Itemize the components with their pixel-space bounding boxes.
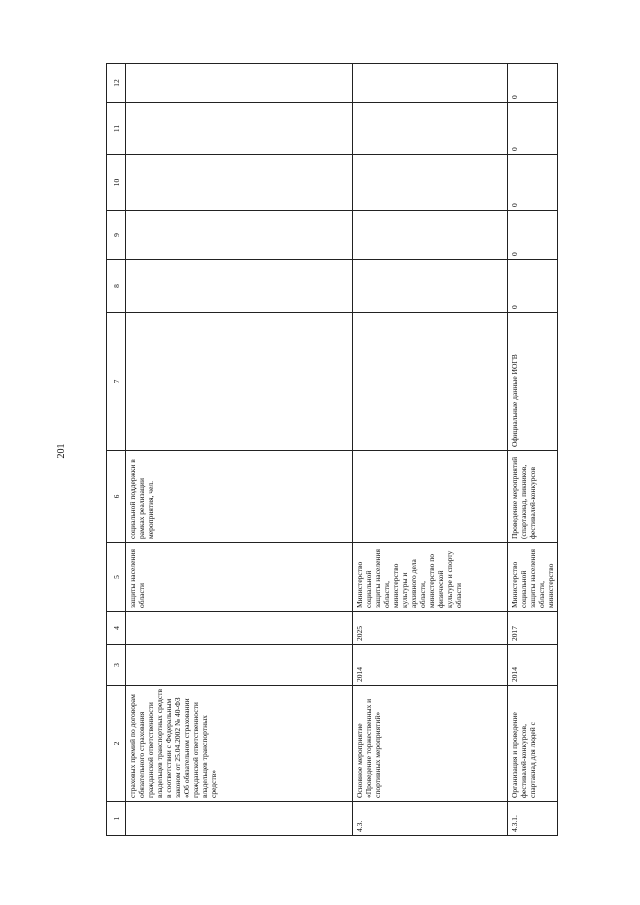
column-header: 5 <box>107 543 126 612</box>
executor-cell: Министерство социальной защиты населения области, министерство <box>508 543 558 612</box>
source-cell <box>353 313 508 451</box>
value-cell <box>126 155 353 211</box>
value-cell: 0 <box>508 260 558 313</box>
source-cell: Официальные данные ИОГВ <box>508 313 558 451</box>
row-number-cell <box>126 802 353 836</box>
table-row <box>126 64 353 836</box>
source-cell <box>126 313 353 451</box>
activity-name-cell: Основное мероприятие «Проведение торжественных и спортивных мероприятий» <box>353 686 508 802</box>
value-cell <box>353 64 508 103</box>
column-header: 8 <box>107 260 126 313</box>
executor-cell: Министерство социальной защиты населения области, министерство культуры и архивного дела области, министерство по физической культуре и спорту области <box>353 543 508 612</box>
table-row <box>508 64 558 836</box>
table-row <box>353 64 508 836</box>
column-header: 11 <box>107 103 126 155</box>
column-header: 1 <box>107 802 126 836</box>
column-header: 7 <box>107 313 126 451</box>
value-cell <box>126 211 353 260</box>
row-number-cell: 4.3. <box>353 802 508 836</box>
column-header: 10 <box>107 155 126 211</box>
column-header: 6 <box>107 451 126 543</box>
value-cell <box>353 103 508 155</box>
start-year-cell <box>126 645 353 686</box>
activity-name-cell: Организация и проведение фестивалей-конкурсов, спартакиад для людей с <box>508 686 558 802</box>
value-cell: 0 <box>508 103 558 155</box>
indicator-cell: социальной поддержки в рамках реализации мероприятия, чел. <box>126 451 353 543</box>
value-cell: 0 <box>508 64 558 103</box>
start-year-cell: 2014 <box>508 645 558 686</box>
value-cell: 0 <box>508 155 558 211</box>
column-number-row <box>107 64 126 836</box>
row-number-cell: 4.3.1. <box>508 802 558 836</box>
column-header: 12 <box>107 64 126 103</box>
page-number: 201 <box>56 443 67 459</box>
activity-name-cell: страховых премий по договорам обязательного страхования гражданской ответственности владельцев транспортных средств в соответствии с Федеральным законом от 25.04.2002 № 40-ФЗ «Об обязательном страховании гражданской ответственности владельцев транспортных средств» <box>126 686 353 802</box>
end-year-cell: 2025 <box>353 612 508 645</box>
value-cell <box>126 260 353 313</box>
end-year-cell: 2017 <box>508 612 558 645</box>
value-cell <box>126 103 353 155</box>
value-cell <box>353 155 508 211</box>
value-cell <box>353 260 508 313</box>
data-table <box>106 63 558 836</box>
column-header: 4 <box>107 612 126 645</box>
value-cell <box>126 64 353 103</box>
column-header: 2 <box>107 686 126 802</box>
value-cell: 0 <box>508 211 558 260</box>
indicator-cell <box>353 451 508 543</box>
column-header: 9 <box>107 211 126 260</box>
rotated-table-container <box>106 64 555 836</box>
end-year-cell <box>126 612 353 645</box>
indicator-cell: Проведение мероприятий (спартакиад, пикников, фестивалей-конкурсов <box>508 451 558 543</box>
table-region <box>106 64 555 836</box>
value-cell <box>353 211 508 260</box>
start-year-cell: 2014 <box>353 645 508 686</box>
column-header: 3 <box>107 645 126 686</box>
executor-cell: защиты населения области <box>126 543 353 612</box>
